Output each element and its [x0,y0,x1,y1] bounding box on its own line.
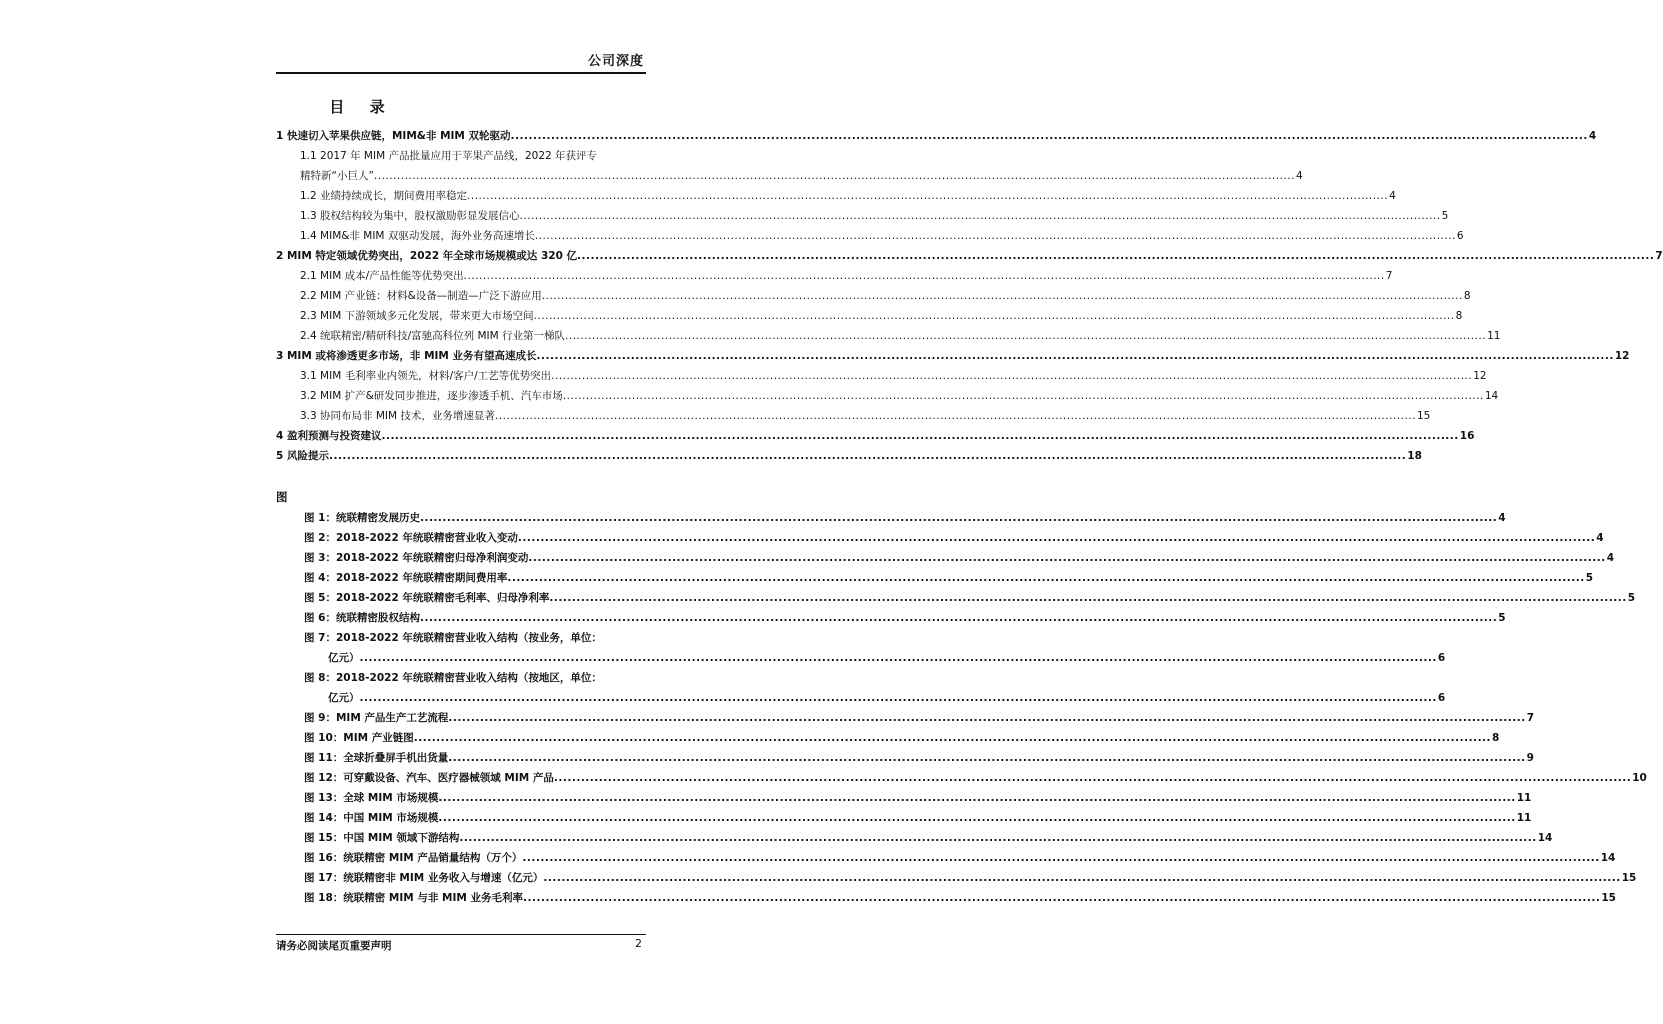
figure-entry[interactable] [276,848,1616,868]
header-rule [276,72,646,74]
figure-entry-text: 图 15：中国 MIM 领域下游结构 [304,832,460,844]
toc-entry-page: 5 [1441,210,1449,222]
leader-dots [565,326,1486,346]
figure-entry[interactable] [276,728,1500,748]
toc-entry-text: 2.1 MIM 成本/产品性能等优势突出 [300,270,464,282]
leader-dots [520,206,1441,226]
figures-label: 图 [276,490,288,504]
leader-dots [464,266,1385,286]
leader-dots [534,306,1455,326]
figure-entry[interactable] [276,788,1532,808]
figure-entry-page: 4 [1606,552,1615,564]
toc-entry[interactable] [276,426,1475,446]
figure-entry-text: 图 5：2018-2022 年统联精密毛利率、归母净利率 [304,592,550,604]
figure-list [276,508,1647,908]
figure-entry[interactable] [276,648,1446,668]
figure-entry-text: 图 12：可穿戴设备、汽车、医疗器械领域 MIM 产品 [304,772,554,784]
figure-entry-page: 11 [1516,792,1532,804]
figure-entry-page: 5 [1585,572,1594,584]
figure-entry-text: 图 10：MIM 产业链图 [304,732,414,744]
leader-dots [459,828,1536,848]
footer-rule [276,934,646,935]
leader-dots [535,226,1456,246]
figure-entry[interactable] [276,768,1647,788]
toc-entry[interactable] [276,386,1499,406]
toc-entry-page: 8 [1463,290,1471,302]
toc-entry-page: 15 [1416,410,1431,422]
figure-entry[interactable] [276,548,1615,568]
figure-entry[interactable] [276,888,1616,908]
leader-dots [414,728,1491,748]
figure-entry-page: 7 [1526,712,1535,724]
toc-entry-text: 4 盈利预测与投资建议 [276,430,382,442]
leader-dots [381,426,1458,446]
toc-title: 目 录 [329,98,395,116]
leader-dots [374,166,1295,186]
figure-entry-page: 4 [1596,532,1604,544]
toc-entry[interactable] [276,366,1487,386]
figure-entry-page: 6 [1437,652,1446,664]
leader-dots [438,788,1515,808]
leader-dots [549,588,1626,608]
figure-entry-text: 亿元） [328,692,360,704]
figure-entry-page: 15 [1621,872,1637,884]
figure-entry-text: 图 3：2018-2022 年统联精密归母净利润变动 [304,552,529,564]
toc-entry-text: 2 MIM 特定领域优势突出，2022 年全球市场规模或达 320 亿 [276,250,578,262]
toc-entry-text: 2.4 统联精密/精研科技/富驰高科位列 MIM 行业第一梯队 [300,330,566,342]
toc-entry-text: 3.3 协同布局非 MIM 技术，业务增速显著 [300,410,495,422]
leader-dots [329,446,1406,466]
toc-entry-page: 18 [1407,450,1422,462]
leader-dots [554,768,1631,788]
leader-dots [551,366,1472,386]
figure-entry[interactable] [276,708,1535,728]
figure-entry-text: 图 2：2018-2022 年统联精密营业收入变动 [304,532,518,544]
leader-dots [360,688,1437,708]
toc-entry[interactable] [276,286,1471,306]
leader-dots [542,286,1463,306]
footer-note: 请务必阅读尾页重要声明 [276,940,392,952]
leader-dots [420,608,1497,628]
leader-dots [523,888,1600,908]
toc-entry-page: 12 [1614,350,1630,362]
figure-entry-text: 图 14：中国 MIM 市场规模 [304,812,439,824]
figure-entry-text: 图 18：统联精密 MIM 与非 MIM 业务毛利率 [304,892,523,904]
figure-entry-page: 8 [1492,732,1500,744]
figure-entry-page: 10 [1632,772,1647,784]
figure-entry[interactable] [276,528,1604,548]
figure-entry-line1[interactable]: 图 8：2018-2022 年统联精密营业收入结构（按地区，单位： [304,672,602,684]
leader-dots [528,548,1605,568]
toc-entry[interactable] [276,446,1422,466]
figure-entry-page: 15 [1601,892,1616,904]
leader-dots [360,648,1437,668]
page-number: 2 [635,937,642,950]
leader-dots [543,868,1620,888]
toc-entry[interactable] [276,266,1393,286]
figure-entry-page: 4 [1498,512,1506,524]
leader-dots [467,186,1388,206]
leader-dots [518,528,1595,548]
figure-entry-text: 图 1：统联精密发展历史 [304,512,420,524]
toc-entry-text: 2.2 MIM 产业链：材料&设备—制造—广泛下游应用 [300,290,542,302]
figure-entry-text: 亿元） [328,652,360,664]
figure-entry[interactable] [276,608,1506,628]
figure-entry[interactable] [276,688,1446,708]
header-label: 公司深度 [587,54,644,69]
figure-entry-text: 图 4：2018-2022 年统联精密期间费用率 [304,572,508,584]
figure-entry-page: 14 [1537,832,1553,844]
toc-entry-text: 1.2 业绩持续成长，期间费用率稳定 [300,190,468,202]
toc-entry[interactable] [276,206,1449,226]
toc-entry-page: 4 [1588,130,1597,142]
leader-dots [522,848,1599,868]
toc-entry[interactable] [276,186,1396,206]
toc-entry-text: 5 风险提示 [276,450,329,462]
toc-entry-text: 1 快速切入苹果供应链，MIM&非 MIM 双轮驱动 [276,130,511,142]
figure-entry-text: 图 9：MIM 产品生产工艺流程 [304,712,449,724]
figure-entry-text: 图 13：全球 MIM 市场规模 [304,792,439,804]
figure-entry[interactable] [276,508,1506,528]
toc-entry-text: 1.4 MIM&非 MIM 双驱动发展，海外业务高速增长 [300,230,535,242]
leader-dots [577,246,1654,266]
figure-entry[interactable] [276,828,1553,848]
leader-dots [448,748,1525,768]
figure-entry-text: 图 17：统联精密非 MIM 业务收入与增速（亿元） [304,872,544,884]
toc-entry-page: 12 [1473,370,1487,382]
figure-entry-page: 5 [1627,592,1636,604]
toc-entry-text: 3.2 MIM 扩产&研发同步推进，逐步渗透手机、汽车市场 [300,390,563,402]
figure-entry-page: 9 [1526,752,1534,764]
leader-dots [448,708,1525,728]
toc-entry-page: 11 [1487,330,1501,342]
figure-entry-page: 5 [1498,612,1506,624]
toc-entry-page: 14 [1484,390,1499,402]
figure-entry-page: 14 [1600,852,1616,864]
figure-entry[interactable] [276,868,1637,888]
toc-entry-page: 8 [1455,310,1463,322]
toc-entry[interactable] [276,246,1663,266]
figure-entry-text: 图 6：统联精密股权结构 [304,612,420,624]
toc-entry[interactable] [276,226,1464,246]
figure-entry-page: 11 [1516,812,1532,824]
toc-entry-text: 3 MIM 或将渗透更多市场，非 MIM 业务有望高速成长 [276,350,537,362]
toc-entry-page: 7 [1655,250,1663,262]
toc-entry-text: 1.3 股权结构较为集中，股权激励彰显发展信心 [300,210,520,222]
leader-dots [420,508,1497,528]
toc-entry[interactable] [276,346,1630,366]
toc-entry[interactable] [276,326,1501,346]
figure-entry[interactable] [276,808,1532,828]
toc-entry-text: 精特新“小巨人” [300,170,374,182]
toc-entry[interactable] [276,306,1463,326]
figure-entry[interactable] [276,568,1594,588]
table-of-contents [276,126,1663,908]
toc-list [276,126,1663,466]
leader-dots [511,126,1588,146]
toc-entry[interactable] [276,126,1597,146]
toc-entry-text: 3.1 MIM 毛利率业内领先，材料/客户/工艺等优势突出 [300,370,552,382]
figure-entry[interactable] [276,588,1636,608]
leader-dots [495,406,1416,426]
figure-entry-text: 图 16：统联精密 MIM 产品销量结构（万个） [304,852,523,864]
toc-entry-page: 4 [1389,190,1396,202]
toc-entry[interactable] [276,166,1303,186]
toc-entry-page: 4 [1295,170,1303,182]
toc-entry-text: 2.3 MIM 下游领域多元化发展，带来更大市场空间 [300,310,534,322]
toc-entry[interactable] [276,406,1431,426]
figure-entry-line1[interactable]: 图 7：2018-2022 年统联精密营业收入结构（按业务，单位： [304,632,602,644]
leader-dots [507,568,1584,588]
leader-dots [438,808,1515,828]
toc-entry-line1[interactable]: 1.1 2017 年 MIM 产品批量应用于苹果产品线，2022 年获评专 [300,150,598,162]
figure-entry-text: 图 11：全球折叠屏手机出货量 [304,752,449,764]
toc-entry-page: 16 [1459,430,1475,442]
leader-dots [563,386,1484,406]
leader-dots [537,346,1614,366]
figure-entry[interactable] [276,748,1534,768]
figure-entry-page: 6 [1437,692,1446,704]
toc-entry-page: 7 [1385,270,1393,282]
toc-entry-page: 6 [1456,230,1464,242]
